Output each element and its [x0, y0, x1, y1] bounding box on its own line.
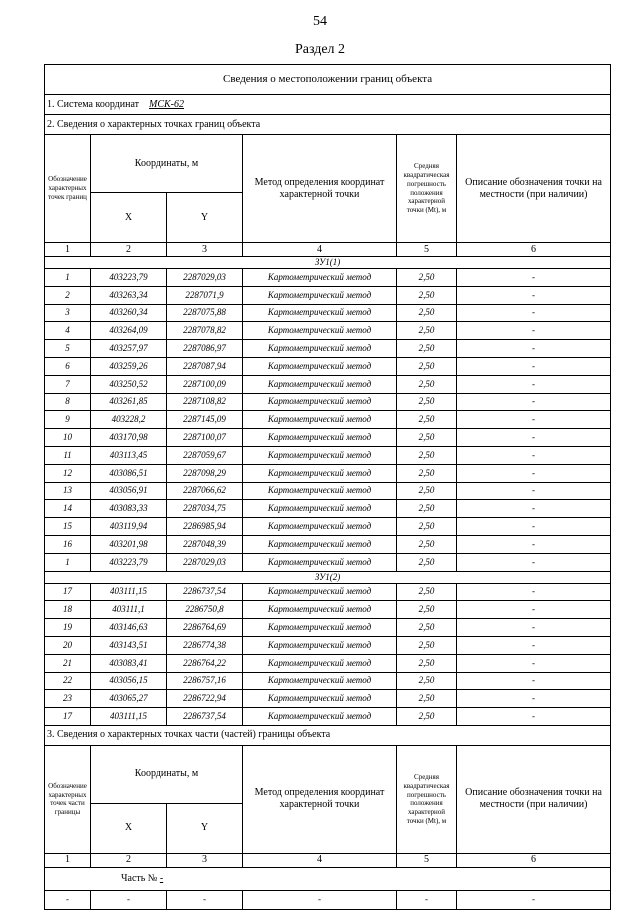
part-column-numbers-row — [45, 853, 611, 867]
y-coordinate: 2286774,38 — [167, 636, 243, 654]
x-coordinate: 403111,1 — [91, 601, 167, 619]
table-row — [45, 464, 611, 482]
table-row — [45, 411, 611, 429]
group-label: ЗУ1(1) — [45, 257, 611, 269]
method: Картометрический метод — [243, 672, 397, 690]
x-coordinate: 403223,79 — [91, 269, 167, 287]
header-y: Y — [167, 193, 243, 243]
part-cell-3: - — [167, 890, 243, 909]
point-number: 22 — [45, 672, 91, 690]
point-number: 7 — [45, 375, 91, 393]
point-number: 15 — [45, 518, 91, 536]
description: - — [457, 601, 611, 619]
y-coordinate: 2287087,94 — [167, 357, 243, 375]
part-cell-1: - — [45, 890, 91, 909]
part-number-row — [45, 867, 611, 890]
y-coordinate: 2286737,54 — [167, 708, 243, 726]
method: Картометрический метод — [243, 690, 397, 708]
y-coordinate: 2287029,03 — [167, 553, 243, 571]
accuracy: 2,50 — [397, 269, 457, 287]
y-coordinate: 2287100,09 — [167, 375, 243, 393]
table-row — [45, 286, 611, 304]
y-coordinate: 2287145,09 — [167, 411, 243, 429]
description: - — [457, 553, 611, 571]
accuracy: 2,50 — [397, 518, 457, 536]
table-row — [45, 619, 611, 637]
part-header-x: X — [91, 803, 167, 853]
table-row — [45, 690, 611, 708]
x-coordinate: 403263,34 — [91, 286, 167, 304]
point-number: 17 — [45, 708, 91, 726]
point-number: 1 — [45, 269, 91, 287]
method: Картометрический метод — [243, 482, 397, 500]
method: Картометрический метод — [243, 654, 397, 672]
y-coordinate: 2286750,8 — [167, 601, 243, 619]
point-number: 16 — [45, 535, 91, 553]
y-coordinate: 2287059,67 — [167, 446, 243, 464]
description: - — [457, 690, 611, 708]
point-number: 12 — [45, 464, 91, 482]
y-coordinate: 2287075,88 — [167, 304, 243, 322]
method: Картометрический метод — [243, 518, 397, 536]
column-number-3: 3 — [167, 243, 243, 257]
method: Картометрический метод — [243, 553, 397, 571]
accuracy: 2,50 — [397, 411, 457, 429]
part-number-value: - — [159, 872, 164, 884]
table-row — [45, 708, 611, 726]
method: Картометрический метод — [243, 375, 397, 393]
table-row — [45, 357, 611, 375]
coord-system-row — [45, 95, 611, 115]
accuracy: 2,50 — [397, 500, 457, 518]
point-number: 10 — [45, 429, 91, 447]
point-number: 14 — [45, 500, 91, 518]
x-coordinate: 403146,63 — [91, 619, 167, 637]
accuracy: 2,50 — [397, 322, 457, 340]
point-number: 4 — [45, 322, 91, 340]
column-number-4: 4 — [243, 853, 397, 867]
point-number: 1 — [45, 553, 91, 571]
description: - — [457, 464, 611, 482]
description: - — [457, 636, 611, 654]
table-row — [45, 636, 611, 654]
column-number-4: 4 — [243, 243, 397, 257]
y-coordinate: 2287100,07 — [167, 429, 243, 447]
accuracy: 2,50 — [397, 535, 457, 553]
part-header-description: Описание обозначения точки на местности (при наличии) — [457, 745, 611, 853]
y-coordinate: 2286985,94 — [167, 518, 243, 536]
method: Картометрический метод — [243, 583, 397, 601]
description: - — [457, 429, 611, 447]
y-coordinate: 2286757,16 — [167, 672, 243, 690]
y-coordinate: 2287071,9 — [167, 286, 243, 304]
method: Картометрический метод — [243, 269, 397, 287]
method: Картометрический метод — [243, 708, 397, 726]
y-coordinate: 2286764,22 — [167, 654, 243, 672]
x-coordinate: 403111,15 — [91, 583, 167, 601]
point-number: 9 — [45, 411, 91, 429]
table-row — [45, 340, 611, 358]
accuracy: 2,50 — [397, 553, 457, 571]
table-row — [45, 304, 611, 322]
part-header-point-name: Обозначение характерных точек части границы — [45, 745, 91, 853]
accuracy: 2,50 — [397, 654, 457, 672]
table-row — [45, 446, 611, 464]
table-row — [45, 672, 611, 690]
method: Картометрический метод — [243, 393, 397, 411]
y-coordinate: 2287078,82 — [167, 322, 243, 340]
part-cell-2: - — [91, 890, 167, 909]
section3-title: 3. Сведения о характерных точках части (частей) границы объекта — [45, 725, 611, 745]
group-label: ЗУ1(2) — [45, 571, 611, 583]
accuracy: 2,50 — [397, 357, 457, 375]
accuracy: 2,50 — [397, 429, 457, 447]
part-cell-6: - — [457, 890, 611, 909]
column-number-6: 6 — [457, 243, 611, 257]
boundary-table — [44, 64, 611, 910]
method: Картометрический метод — [243, 535, 397, 553]
method: Картометрический метод — [243, 411, 397, 429]
point-number: 19 — [45, 619, 91, 637]
x-coordinate: 403259,26 — [91, 357, 167, 375]
accuracy: 2,50 — [397, 708, 457, 726]
group-row — [45, 571, 611, 583]
column-number-5: 5 — [397, 243, 457, 257]
x-coordinate: 403228,2 — [91, 411, 167, 429]
x-coordinate: 403113,45 — [91, 446, 167, 464]
point-number: 2 — [45, 286, 91, 304]
point-number: 5 — [45, 340, 91, 358]
group-row — [45, 257, 611, 269]
part-cell-5: - — [397, 890, 457, 909]
point-number: 3 — [45, 304, 91, 322]
y-coordinate: 2287029,03 — [167, 269, 243, 287]
accuracy: 2,50 — [397, 636, 457, 654]
table-row — [45, 269, 611, 287]
description: - — [457, 411, 611, 429]
accuracy: 2,50 — [397, 286, 457, 304]
header-method: Метод определения координат характерной точки — [243, 135, 397, 243]
method: Картометрический метод — [243, 601, 397, 619]
x-coordinate: 403111,15 — [91, 708, 167, 726]
method: Картометрический метод — [243, 429, 397, 447]
header-coords: Координаты, м — [91, 135, 243, 193]
description: - — [457, 446, 611, 464]
description: - — [457, 672, 611, 690]
table-row — [45, 375, 611, 393]
header-description: Описание обозначения точки на местности (при наличии) — [457, 135, 611, 243]
method: Картометрический метод — [243, 304, 397, 322]
description: - — [457, 654, 611, 672]
x-coordinate: 403170,98 — [91, 429, 167, 447]
table-row — [45, 429, 611, 447]
description: - — [457, 708, 611, 726]
header-accuracy: Средняя квадратическая погрешность положения характерной точки (Mt), м — [397, 135, 457, 243]
description: - — [457, 304, 611, 322]
x-coordinate: 403119,94 — [91, 518, 167, 536]
method: Картометрический метод — [243, 340, 397, 358]
table-row — [45, 583, 611, 601]
table-row — [45, 393, 611, 411]
x-coordinate: 403260,34 — [91, 304, 167, 322]
method: Картометрический метод — [243, 446, 397, 464]
accuracy: 2,50 — [397, 464, 457, 482]
description: - — [457, 269, 611, 287]
description: - — [457, 500, 611, 518]
point-number: 8 — [45, 393, 91, 411]
x-coordinate: 403250,52 — [91, 375, 167, 393]
table-row — [45, 601, 611, 619]
y-coordinate: 2287066,62 — [167, 482, 243, 500]
description: - — [457, 535, 611, 553]
table-row — [45, 535, 611, 553]
y-coordinate: 2287108,82 — [167, 393, 243, 411]
accuracy: 2,50 — [397, 304, 457, 322]
point-number: 18 — [45, 601, 91, 619]
description: - — [457, 518, 611, 536]
accuracy: 2,50 — [397, 601, 457, 619]
column-number-1: 1 — [45, 243, 91, 257]
table-row — [45, 518, 611, 536]
x-coordinate: 403264,09 — [91, 322, 167, 340]
header-point-name: Обозначение характерных точек границ — [45, 135, 91, 243]
x-coordinate: 403257,97 — [91, 340, 167, 358]
column-number-3: 3 — [167, 853, 243, 867]
accuracy: 2,50 — [397, 375, 457, 393]
method: Картометрический метод — [243, 286, 397, 304]
header-x: X — [91, 193, 167, 243]
part-number-label: Часть № — [121, 872, 158, 884]
description: - — [457, 357, 611, 375]
column-numbers-row — [45, 243, 611, 257]
method: Картометрический метод — [243, 636, 397, 654]
column-number-2: 2 — [91, 853, 167, 867]
page-number: 54 — [313, 14, 327, 29]
x-coordinate: 403223,79 — [91, 553, 167, 571]
column-number-5: 5 — [397, 853, 457, 867]
accuracy: 2,50 — [397, 340, 457, 358]
section2-title: 2. Сведения о характерных точках границ объекта — [45, 115, 611, 135]
x-coordinate: 403083,41 — [91, 654, 167, 672]
description: - — [457, 619, 611, 637]
y-coordinate: 2287098,29 — [167, 464, 243, 482]
coord-system-value: МСК-62 — [149, 98, 185, 110]
point-number: 21 — [45, 654, 91, 672]
table-row — [45, 482, 611, 500]
method: Картометрический метод — [243, 322, 397, 340]
method: Картометрический метод — [243, 357, 397, 375]
description: - — [457, 322, 611, 340]
description: - — [457, 340, 611, 358]
method: Картометрический метод — [243, 464, 397, 482]
description: - — [457, 393, 611, 411]
accuracy: 2,50 — [397, 672, 457, 690]
table-row — [45, 654, 611, 672]
y-coordinate: 2287034,75 — [167, 500, 243, 518]
accuracy: 2,50 — [397, 690, 457, 708]
y-coordinate: 2287048,39 — [167, 535, 243, 553]
accuracy: 2,50 — [397, 446, 457, 464]
description: - — [457, 286, 611, 304]
table-row — [45, 500, 611, 518]
description: - — [457, 482, 611, 500]
y-coordinate: 2287086,97 — [167, 340, 243, 358]
point-number: 20 — [45, 636, 91, 654]
column-number-2: 2 — [91, 243, 167, 257]
part-header-accuracy: Средняя квадратическая погрешность положения характерной точки (Mt), м — [397, 745, 457, 853]
point-number: 17 — [45, 583, 91, 601]
part-data-row — [45, 890, 611, 909]
y-coordinate: 2286737,54 — [167, 583, 243, 601]
point-number: 13 — [45, 482, 91, 500]
section-title: Раздел 2 — [294, 42, 346, 57]
x-coordinate: 403065,27 — [91, 690, 167, 708]
coord-system-label: 1. Система координат — [47, 98, 140, 110]
x-coordinate: 403086,51 — [91, 464, 167, 482]
point-number: 6 — [45, 357, 91, 375]
accuracy: 2,50 — [397, 619, 457, 637]
x-coordinate: 403056,15 — [91, 672, 167, 690]
part-header-coords: Координаты, м — [91, 745, 243, 803]
accuracy: 2,50 — [397, 482, 457, 500]
part-header-y: Y — [167, 803, 243, 853]
x-coordinate: 403143,51 — [91, 636, 167, 654]
x-coordinate: 403083,33 — [91, 500, 167, 518]
description: - — [457, 583, 611, 601]
x-coordinate: 403056,91 — [91, 482, 167, 500]
x-coordinate: 403201,98 — [91, 535, 167, 553]
accuracy: 2,50 — [397, 583, 457, 601]
description: - — [457, 375, 611, 393]
y-coordinate: 2286722,94 — [167, 690, 243, 708]
method: Картометрический метод — [243, 619, 397, 637]
table-row — [45, 322, 611, 340]
accuracy: 2,50 — [397, 393, 457, 411]
column-number-6: 6 — [457, 853, 611, 867]
table-row — [45, 553, 611, 571]
method: Картометрический метод — [243, 500, 397, 518]
part-cell-4: - — [243, 890, 397, 909]
point-number: 23 — [45, 690, 91, 708]
point-number: 11 — [45, 446, 91, 464]
table-title: Сведения о местоположении границ объекта — [45, 65, 611, 95]
x-coordinate: 403261,85 — [91, 393, 167, 411]
part-header-method: Метод определения координат характерной точки — [243, 745, 397, 853]
y-coordinate: 2286764,69 — [167, 619, 243, 637]
column-number-1: 1 — [45, 853, 91, 867]
